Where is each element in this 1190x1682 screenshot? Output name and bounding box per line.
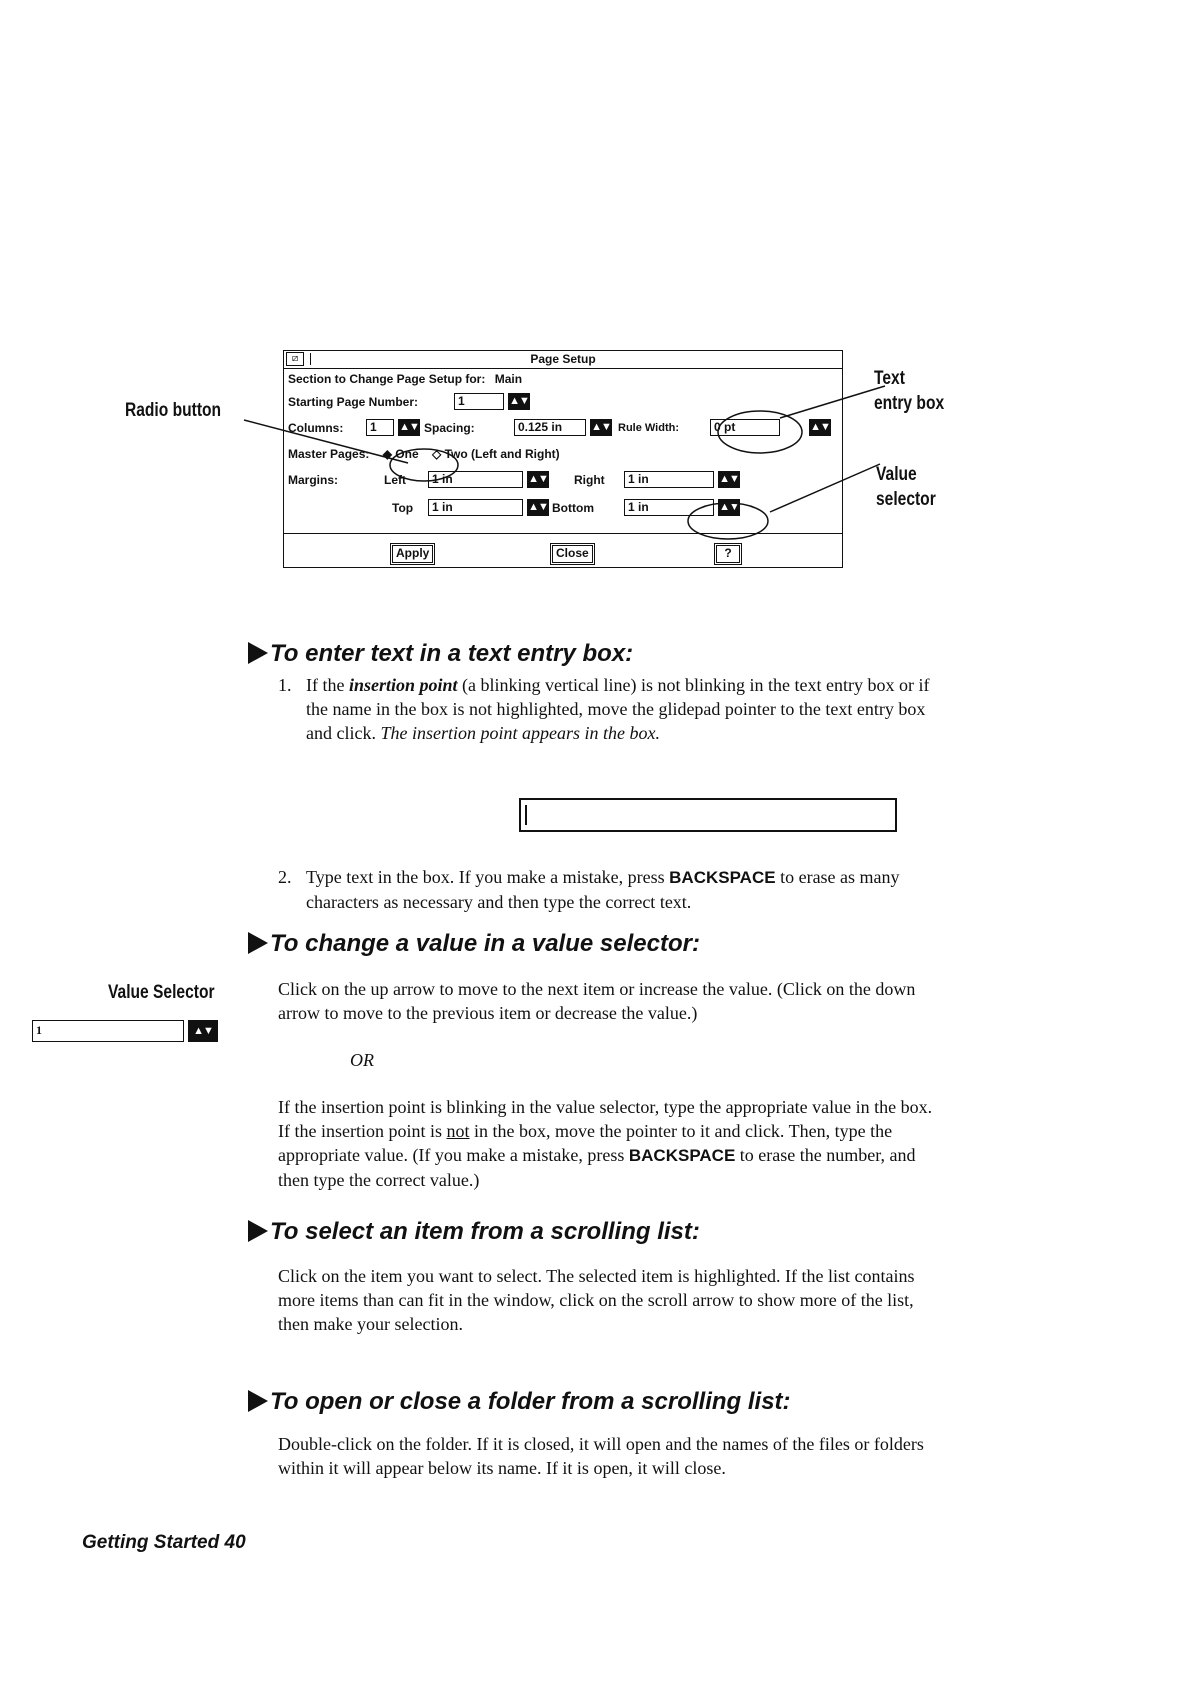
right-margin-input[interactable]: 1 in — [624, 471, 714, 488]
triangle-bullet-icon — [248, 1390, 268, 1412]
right-label: Right — [574, 473, 605, 487]
step-1-result: The insertion point appears in the box. — [380, 723, 660, 743]
step-1-part-a: If the — [306, 675, 349, 695]
callout-value-selector — [876, 462, 936, 512]
step-2-number: 2. — [278, 867, 292, 887]
triangle-bullet-icon — [248, 1220, 268, 1242]
left-label: Left — [384, 473, 406, 487]
value-selector-paragraph-1: Click on the up arrow to move to the next item or increase the value. (Click on the down arrow to move to the previous item or decrease the value.) — [278, 979, 916, 1023]
step-1-number: 1. — [278, 675, 292, 695]
callout-radio-button: Radio button — [125, 400, 222, 421]
master-pages-label: Master Pages: — [288, 447, 370, 461]
step-1-text — [278, 673, 948, 745]
not-emphasis: not — [446, 1121, 470, 1141]
scrolling-list-paragraph: Click on the item you want to select. The selected item is highlighted. If the list contains more items than can fit in the window, click on the scroll arrow to show more of the list, then make your selection. — [278, 1266, 915, 1334]
text-entry-leader-line — [780, 386, 885, 418]
folder-paragraph: Double-click on the folder. If it is closed, it will open and the names of the files or folders within it will appear below its name. If it is open, it will close. — [278, 1434, 924, 1478]
radio-one-label: One — [395, 447, 419, 461]
radio-two-icon[interactable]: ◇ — [431, 447, 442, 461]
spacing-input[interactable]: 0.125 in — [514, 419, 586, 436]
bottom-margin-selector-icon[interactable]: ▲▼ — [718, 499, 740, 516]
radio-button-circle — [390, 449, 458, 481]
columns-input[interactable]: 1 — [366, 419, 394, 436]
triangle-bullet-icon — [248, 932, 268, 954]
side-value-selector-input[interactable]: 1 — [32, 1020, 184, 1042]
value-selector-p2-part-c: to erase the number, and then type the correct value.) — [278, 1145, 916, 1190]
starting-page-label: Starting Page Number: — [288, 395, 419, 409]
value-selector-paragraph-2 — [278, 1095, 948, 1192]
value-selector-leader-line — [770, 464, 880, 512]
side-value-selector-label: Value Selector — [108, 982, 215, 1003]
heading-open-folder-label: To open or close a folder from a scrolling list: — [270, 1388, 791, 1415]
side-value-selector-arrows-icon[interactable]: ▲▼ — [188, 1020, 218, 1042]
heading-change-value-label: To change a value in a value selector: — [270, 930, 700, 957]
backspace-key-label: BACKSPACE — [669, 868, 776, 887]
heading-enter-text — [248, 640, 633, 668]
spacing-selector-icon[interactable]: ▲▼ — [590, 419, 612, 436]
left-margin-selector-icon[interactable]: ▲▼ — [527, 471, 549, 488]
triangle-bullet-icon — [248, 642, 268, 664]
callout-annotations — [0, 0, 1190, 640]
heading-change-value — [248, 930, 700, 958]
page-footer — [82, 1532, 246, 1554]
heading-select-item — [248, 1218, 700, 1246]
right-margin-selector-icon[interactable]: ▲▼ — [718, 471, 740, 488]
callout-text-entry — [874, 366, 944, 416]
text-entry-circle — [718, 411, 802, 453]
step-1-part-b: (a blinking vertical line) is not blinking in the text entry box or if the name in the box is not highlighted, move the glidepad pointer to the text entry box and click. — [306, 675, 930, 743]
left-margin-input[interactable]: 1 in — [428, 471, 523, 488]
footer-label: Getting Started — [82, 1532, 220, 1553]
bottom-label: Bottom — [552, 501, 594, 515]
starting-page-selector-icon[interactable]: ▲▼ — [508, 393, 530, 410]
example-text-entry-box[interactable] — [519, 798, 897, 832]
step-2-part-b: to erase as many characters as necessary and then type the correct text. — [306, 867, 900, 912]
margins-label: Margins: — [288, 473, 339, 487]
value-selector-circle — [688, 503, 768, 539]
insertion-point-term: insertion point — [348, 675, 458, 695]
callout-value-selector-line2: selector — [876, 489, 936, 510]
callout-text-entry-line1: Text — [874, 368, 905, 389]
insertion-point-caret — [525, 805, 527, 825]
help-button[interactable]: ? — [716, 545, 740, 563]
section-label: Section to Change Page Setup for: — [288, 372, 486, 386]
rule-width-input[interactable]: 0 pt — [710, 419, 780, 436]
dialog-title: Page Setup — [530, 352, 596, 366]
radio-one-selected-icon[interactable]: ◆ — [382, 447, 392, 461]
close-box-icon[interactable]: ⧄ — [286, 352, 304, 366]
columns-selector-icon[interactable]: ▲▼ — [398, 419, 420, 436]
step-2-part-a: Type text in the box. If you make a mistake, press — [306, 867, 670, 887]
step-2-text — [278, 865, 948, 914]
top-margin-input[interactable]: 1 in — [428, 499, 523, 516]
starting-page-input[interactable]: 1 — [454, 393, 504, 410]
spacing-label: Spacing: — [424, 421, 475, 435]
heading-enter-text-label: To enter text in a text entry box: — [270, 640, 634, 667]
top-margin-selector-icon[interactable]: ▲▼ — [527, 499, 549, 516]
radio-button-leader-line — [244, 420, 408, 463]
or-label: OR — [350, 1050, 374, 1070]
page-number: 40 — [224, 1532, 246, 1553]
heading-open-folder — [248, 1388, 791, 1416]
rule-width-selector-icon[interactable]: ▲▼ — [809, 419, 831, 436]
value-selector-p2-part-a: If the insertion point is blinking in the value selector, type the appropriate value in the box. If the insertion point is — [278, 1097, 933, 1141]
callout-value-selector-line1: Value — [876, 464, 917, 485]
rule-width-label: Rule Width: — [618, 422, 679, 434]
radio-two-label: Two (Left and Right) — [444, 447, 560, 461]
section-value: Main — [494, 372, 523, 386]
value-selector-p2-part-b: in the box, move the pointer to it and click. Then, type the appropriate value. (If you make a mistake, press — [278, 1121, 893, 1165]
heading-select-item-label: To select an item from a scrolling list: — [270, 1218, 700, 1245]
apply-button[interactable]: Apply — [392, 545, 433, 563]
close-button[interactable]: Close — [552, 545, 593, 563]
callout-text-entry-line2: entry box — [874, 393, 945, 414]
top-label: Top — [392, 501, 414, 515]
bottom-margin-input[interactable]: 1 in — [624, 499, 714, 516]
columns-label: Columns: — [288, 421, 344, 435]
backspace-key-label: BACKSPACE — [628, 1146, 736, 1165]
